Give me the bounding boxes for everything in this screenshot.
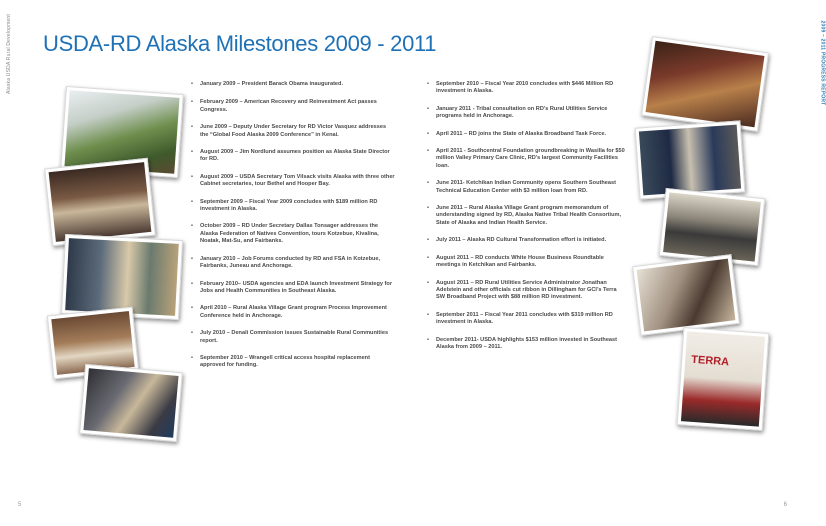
- photo-banquet: [641, 36, 769, 132]
- photo-roundtable: [659, 188, 766, 266]
- list-item: • July 2011 – Alaska RD Cultural Transformation effort is initiated.: [427, 237, 627, 244]
- list-item: • April 2011 - Southcentral Foundation groundbreaking in Wasilla for $50 million Valley Primary Care Clinic, RD’s largest Community Facilities loan.: [427, 148, 627, 170]
- list-item: • August 2011 – RD conducts White House Business Roundtable meetings in Ketchikan and Fairbanks.: [427, 255, 627, 270]
- photo-presentation: [632, 254, 740, 336]
- list-item: • August 2009 – Jim Nordlund assumes position as Alaska State Director for RD.: [191, 149, 396, 164]
- spine-label-right: 2009 – 2011 PROGRESS REPORT: [819, 20, 826, 106]
- list-item: • September 2010 – Wrangell critical access hospital replacement approved for funding.: [191, 355, 396, 370]
- milestones-list-right: [427, 81, 627, 351]
- list-item: • February 2010– USDA agencies and EDA launch Investment Strategy for Jobs and Health Communities in Southeast Alaska.: [191, 281, 396, 296]
- list-item: • September 2009 – Fiscal Year 2009 concludes with $189 million RD investment in Alaska.: [191, 199, 396, 214]
- list-item: • January 2011 - Tribal consultation on RD’s Rural Utilities Service programs held in Anchorage.: [427, 106, 627, 121]
- terra-sign-text: TERRA: [690, 353, 730, 369]
- photo-group-standing: [635, 120, 746, 199]
- spine-label-left: Alaska USDA Rural Development: [6, 14, 12, 94]
- photo-officials: [79, 364, 183, 442]
- list-item: • February 2009 – American Recovery and Reinvestment Act passes Congress.: [191, 99, 396, 114]
- list-item: • June 2009 – Deputy Under Secretary for RD Victor Vasquez addresses the “Global Food Alaska 2009 Conference” in Kenai.: [191, 124, 396, 139]
- list-item: • June 2011- Ketchikan Indian Community opens Southern Southeast Technical Education Center with $3 million loan from RD.: [427, 180, 627, 195]
- page-title: USDA-RD Alaska Milestones 2009 - 2011: [43, 31, 437, 56]
- photo-group-seated: [44, 158, 156, 246]
- list-item: • June 2011 – Rural Alaska Village Grant program memorandum of understanding signed by RD, Alaska Native Tribal Health Consortium, State of Alaska and Indian Health Service.: [427, 205, 627, 227]
- list-item: • January 2009 – President Barack Obama inaugurated.: [191, 81, 396, 88]
- photo-terra-ribbon: [677, 327, 770, 431]
- page-number-right: 6: [783, 502, 787, 508]
- page-number-left: 5: [18, 502, 22, 508]
- list-item: • December 2011- USDA highlights $153 million invested in Southeast Alaska from 2009 – 2011.: [427, 337, 627, 352]
- list-item: • January 2010 – Job Forums conducted by RD and FSA in Kotzebue, Fairbanks, Juneau and Anchorage.: [191, 256, 396, 271]
- list-item: • April 2011 – RD joins the State of Alaska Broadband Task Force.: [427, 131, 627, 138]
- list-item: • October 2009 – RD Under Secretary Dallas Tonsager addresses the Alaska Federation of Natives Convention, tours Kotzebue, Kivalina, Noatak, Mat-Su, and Fairbanks.: [191, 223, 396, 245]
- list-item: • September 2010 – Fiscal Year 2010 concludes with $446 Million RD investment in Alaska.: [427, 81, 627, 96]
- list-item: • August 2009 – USDA Secretary Tom Vilsack visits Alaska with three other Cabinet secretaries, tour Bethel and Hooper Bay.: [191, 174, 396, 189]
- list-item: • July 2010 – Denali Commission issues Sustainable Rural Communities report.: [191, 330, 396, 345]
- list-item: • August 2011 – RD Rural Utilities Service Administrator Jonathan Adelstein and other officials cut ribbon in Dillingham for GCI’s Terra SW Broadband Project with $88 million RD investment.: [427, 280, 627, 302]
- milestones-list-left: [191, 81, 396, 370]
- list-item: • September 2011 – Fiscal Year 2011 concludes with $319 million RD investment in Alaska.: [427, 312, 627, 327]
- list-item: • April 2010 – Rural Alaska Village Grant program Process Improvement Conference held in Anchorage.: [191, 305, 396, 320]
